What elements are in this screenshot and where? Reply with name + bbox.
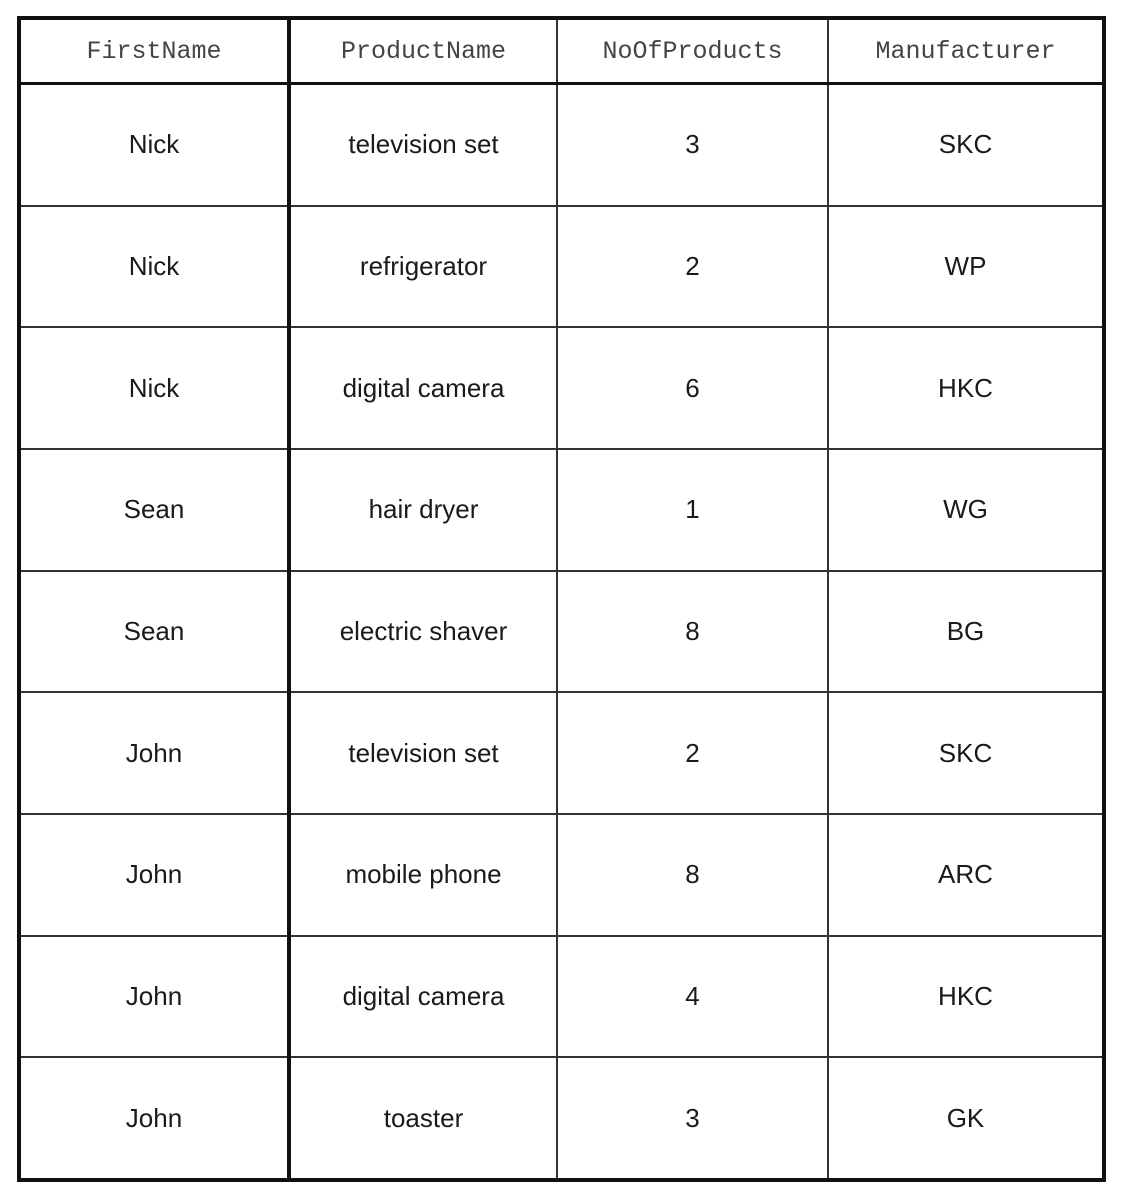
cell-noofproducts: 8 <box>557 571 828 693</box>
cell-noofproducts: 2 <box>557 206 828 328</box>
products-table <box>17 16 1106 1182</box>
cell-noofproducts: 3 <box>557 84 828 206</box>
table-row <box>19 692 1104 814</box>
cell-firstname: Nick <box>19 206 289 328</box>
cell-firstname: John <box>19 814 289 936</box>
cell-manufacturer: HKC <box>828 327 1104 449</box>
cell-noofproducts: 3 <box>557 1057 828 1180</box>
table-row <box>19 449 1104 571</box>
cell-firstname: Sean <box>19 449 289 571</box>
cell-manufacturer: ARC <box>828 814 1104 936</box>
table-row <box>19 206 1104 328</box>
table-row <box>19 814 1104 936</box>
table-row <box>19 1057 1104 1180</box>
cell-firstname: John <box>19 1057 289 1180</box>
cell-firstname: Nick <box>19 327 289 449</box>
cell-productname: digital camera <box>289 327 557 449</box>
cell-productname: television set <box>289 692 557 814</box>
cell-manufacturer: SKC <box>828 84 1104 206</box>
cell-noofproducts: 4 <box>557 936 828 1058</box>
cell-productname: digital camera <box>289 936 557 1058</box>
products-table-container <box>17 16 1102 1182</box>
column-header-manufacturer: Manufacturer <box>828 18 1104 84</box>
cell-productname: hair dryer <box>289 449 557 571</box>
column-header-noofproducts: NoOfProducts <box>557 18 828 84</box>
cell-firstname: Nick <box>19 84 289 206</box>
table-row <box>19 571 1104 693</box>
cell-manufacturer: WP <box>828 206 1104 328</box>
column-header-productname: ProductName <box>289 18 557 84</box>
cell-manufacturer: BG <box>828 571 1104 693</box>
cell-productname: refrigerator <box>289 206 557 328</box>
table-row <box>19 327 1104 449</box>
cell-manufacturer: HKC <box>828 936 1104 1058</box>
cell-manufacturer: WG <box>828 449 1104 571</box>
column-header-firstname: FirstName <box>19 18 289 84</box>
cell-productname: mobile phone <box>289 814 557 936</box>
cell-firstname: John <box>19 692 289 814</box>
cell-noofproducts: 6 <box>557 327 828 449</box>
cell-noofproducts: 8 <box>557 814 828 936</box>
header-row <box>19 18 1104 84</box>
cell-firstname: Sean <box>19 571 289 693</box>
cell-noofproducts: 2 <box>557 692 828 814</box>
cell-manufacturer: SKC <box>828 692 1104 814</box>
cell-manufacturer: GK <box>828 1057 1104 1180</box>
cell-productname: television set <box>289 84 557 206</box>
cell-noofproducts: 1 <box>557 449 828 571</box>
cell-productname: toaster <box>289 1057 557 1180</box>
table-row <box>19 84 1104 206</box>
table-row <box>19 936 1104 1058</box>
cell-firstname: John <box>19 936 289 1058</box>
cell-productname: electric shaver <box>289 571 557 693</box>
